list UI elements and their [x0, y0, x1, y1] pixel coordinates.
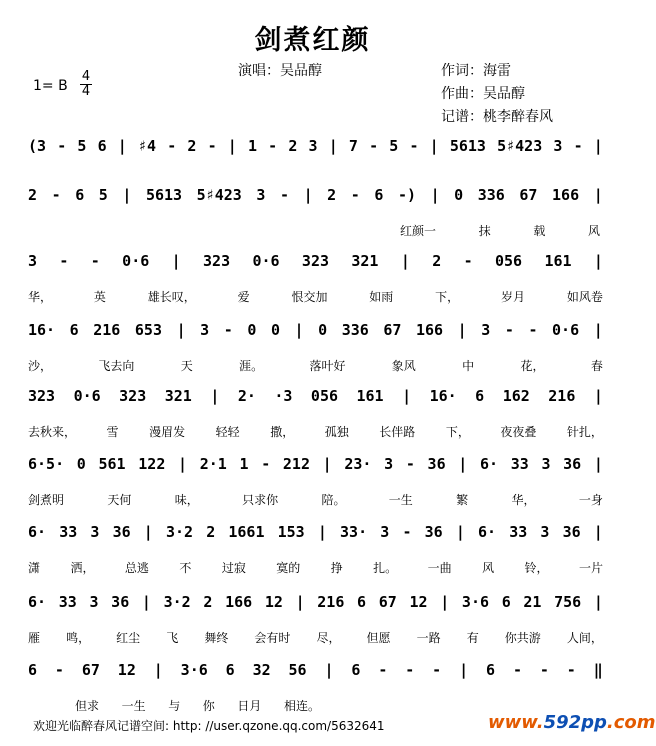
lyric-word: 载	[533, 223, 546, 238]
barline: |	[430, 186, 440, 204]
note: 16·	[429, 387, 457, 405]
lyric-word: 天何	[107, 492, 132, 507]
lyrics-line	[28, 490, 603, 508]
note: 6·	[479, 455, 499, 473]
lyric-word: 一生	[121, 698, 146, 713]
lyric-word: 恨交加	[291, 289, 328, 304]
barline: |	[593, 593, 603, 611]
lyrics-line	[28, 628, 603, 646]
note: -	[539, 661, 549, 679]
key-signature: 1= B	[33, 78, 68, 94]
barline: |	[593, 137, 603, 155]
note: 166	[225, 593, 253, 611]
lyric-word: 总逃	[124, 560, 149, 575]
note: 3	[308, 137, 318, 155]
note: 6	[225, 661, 235, 679]
note: 323	[119, 387, 147, 405]
lyric-word: 落叶好	[309, 358, 346, 373]
note: 6·	[28, 593, 47, 611]
note: 3	[90, 523, 100, 541]
note: 67	[378, 593, 397, 611]
note: 561	[98, 455, 126, 473]
lyric-word: 一生	[388, 492, 413, 507]
note: 6	[69, 321, 79, 339]
note: 0·6	[252, 252, 280, 270]
lyric-word: 红尘	[116, 630, 141, 645]
note: 5	[98, 186, 108, 204]
lyric-word: 剑煮明	[28, 492, 65, 507]
lyric-word: 轻轻	[215, 424, 240, 439]
lyric-word: 寞的	[276, 560, 301, 575]
notes-line	[28, 183, 603, 207]
barline: |	[303, 186, 313, 204]
note: 6	[97, 137, 107, 155]
lyric-word: 春	[590, 358, 603, 373]
note: 5	[389, 137, 399, 155]
notes-line	[28, 384, 603, 408]
note: 056	[495, 252, 523, 270]
lyrics-line	[28, 356, 603, 374]
note: 2·1	[199, 455, 227, 473]
footer-text: 欢迎光临醉春风记谱空间: http: //user.qzone.qq.com/5632641	[33, 719, 385, 733]
lyric-word: 铃，	[524, 560, 549, 575]
note: 3·2	[163, 593, 191, 611]
barline: |	[322, 455, 332, 473]
note: 0	[247, 321, 257, 339]
note: 36	[112, 523, 131, 541]
time-signature	[80, 70, 92, 99]
note: 0·6	[122, 252, 150, 270]
lyric-word: 雪	[106, 424, 119, 439]
note: 321	[351, 252, 379, 270]
lyric-word: 不	[179, 560, 192, 575]
note: 12	[409, 593, 428, 611]
note: 2	[432, 252, 442, 270]
lyric-word: 舞终	[204, 630, 229, 645]
note: 6·	[477, 523, 497, 541]
lyric-word: 花，	[520, 358, 545, 373]
lyric-word: 如雨	[369, 289, 394, 304]
notes-line	[28, 452, 603, 476]
note: 216	[93, 321, 121, 339]
barline: |	[593, 186, 603, 204]
note: -	[279, 186, 289, 204]
lyric-word: 针扎，	[566, 424, 603, 439]
lyric-word: 人间，	[566, 630, 603, 645]
lyric-word: 沙，	[28, 358, 53, 373]
note: -	[504, 321, 514, 339]
note: 6	[475, 387, 485, 405]
notes-line	[28, 590, 603, 614]
lyric-word: 红颜一	[400, 223, 437, 238]
lyric-word: 风	[587, 223, 600, 238]
barline: |	[400, 252, 410, 270]
note: 056	[310, 387, 339, 405]
barline: |	[176, 321, 186, 339]
lyric-word: 陪。	[321, 492, 346, 507]
lyric-word: 下，	[435, 289, 460, 304]
notes-line	[28, 134, 603, 158]
note: 323	[203, 252, 231, 270]
note: 321	[164, 387, 192, 405]
barline: |	[457, 321, 467, 339]
note: 33	[510, 455, 529, 473]
lyric-word: 但愿	[366, 630, 391, 645]
lyric-word: 飞去向	[98, 358, 135, 373]
lyric-word: 一曲	[427, 560, 452, 575]
note: 6	[351, 661, 361, 679]
barline: |	[593, 252, 603, 270]
note: 3	[89, 593, 99, 611]
barline: |	[593, 455, 603, 473]
note: 653	[134, 321, 162, 339]
note: -	[463, 252, 473, 270]
note: 162	[502, 387, 530, 405]
note: 1	[239, 455, 249, 473]
lyric-word: 但求	[75, 698, 100, 713]
lyric-word: 涯。	[239, 358, 264, 373]
note: -	[54, 661, 64, 679]
note: ·3	[274, 387, 293, 405]
barline: |	[141, 593, 151, 611]
lyric-word: 象风	[391, 358, 416, 373]
note: -	[167, 137, 177, 155]
lyric-word: 岁月	[501, 289, 526, 304]
lyric-word: 你共游	[504, 630, 541, 645]
note: 12	[264, 593, 283, 611]
note: 3	[200, 321, 210, 339]
note: 12	[117, 661, 136, 679]
lyric-word: 夜夜叠	[500, 424, 537, 439]
barline: |	[328, 137, 338, 155]
note: 2	[187, 137, 197, 155]
lyric-word: 去秋来，	[28, 424, 77, 439]
barline: |	[294, 321, 304, 339]
composer-credit: 作曲：吴品醇	[441, 86, 525, 102]
note: 5♯423	[196, 186, 242, 204]
lyric-word: 一片	[578, 560, 603, 575]
lyric-word: 华，	[28, 289, 53, 304]
lyric-word: 会有时	[254, 630, 291, 645]
lyric-word: 雁	[28, 630, 41, 645]
note: 6	[501, 593, 511, 611]
note: 36	[562, 523, 581, 541]
note: 2	[203, 593, 213, 611]
note: 33	[58, 593, 77, 611]
note: 16·	[28, 321, 56, 339]
barline: |	[593, 387, 603, 405]
barline: |	[178, 455, 188, 473]
note: 756	[554, 593, 582, 611]
lyric-word: 繁	[456, 492, 469, 507]
notes-line	[28, 520, 603, 544]
lyric-word: 一身	[578, 492, 603, 507]
lyric-word: 下，	[445, 424, 470, 439]
note: -	[268, 137, 278, 155]
note: 1661	[228, 523, 265, 541]
lyric-word: 一路	[416, 630, 441, 645]
note: -)	[397, 186, 416, 204]
barline: |	[458, 455, 468, 473]
lyric-word: 你	[202, 698, 215, 713]
note: 336	[477, 186, 505, 204]
lyricist-credit: 作词：海雷	[441, 63, 511, 79]
note: 5	[77, 137, 87, 155]
note: 36	[427, 455, 446, 473]
note: 0	[76, 455, 86, 473]
note: 6·	[28, 523, 47, 541]
barline: |	[324, 661, 334, 679]
note: 67	[519, 186, 538, 204]
notes-line	[28, 318, 603, 342]
barline: |	[455, 523, 465, 541]
note: 1	[247, 137, 257, 155]
site-logo: www.592pp.com	[488, 712, 656, 733]
notes-line	[28, 658, 603, 682]
lyric-word: 雄长叹，	[147, 289, 196, 304]
note: 3	[380, 523, 390, 541]
note: -	[378, 661, 388, 679]
note: 6	[357, 593, 367, 611]
barline: |	[402, 387, 412, 405]
note: 3·6	[180, 661, 208, 679]
note: 2	[28, 186, 38, 204]
note: 216	[317, 593, 345, 611]
note: 2	[327, 186, 337, 204]
lyric-word: 与	[168, 698, 181, 713]
barline: |	[459, 661, 469, 679]
note: 6·5·	[28, 455, 65, 473]
barline: |	[153, 661, 163, 679]
lyric-word: 洒，	[70, 560, 95, 575]
lyric-word: 挣	[330, 560, 343, 575]
lyric-word: 华，	[511, 492, 536, 507]
lyric-word: 撒，	[270, 424, 295, 439]
note: 32	[252, 661, 271, 679]
song-title: 剑煮红颜	[254, 25, 371, 56]
lyric-word: 相连。	[283, 698, 320, 713]
lyric-word: 中	[462, 358, 475, 373]
note: 122	[138, 455, 166, 473]
lyrics-line	[28, 287, 603, 305]
note: 21	[523, 593, 542, 611]
barline: |	[593, 321, 603, 339]
note: 0·6	[552, 321, 580, 339]
barline: |	[429, 137, 439, 155]
lyric-word: 只求你	[242, 492, 279, 507]
note: 323	[28, 387, 56, 405]
barline: |	[122, 186, 132, 204]
note: 0	[454, 186, 464, 204]
note: 153	[277, 523, 305, 541]
lyric-word: 日月	[237, 698, 262, 713]
lyrics-line	[28, 422, 603, 440]
lyric-word: 风	[482, 560, 495, 575]
note: 3	[540, 523, 550, 541]
note: -	[261, 455, 271, 473]
lyric-word: 过寂	[221, 560, 246, 575]
lyric-word: 孤独	[324, 424, 349, 439]
lyric-word: 潇	[28, 560, 41, 575]
note: 6	[486, 661, 496, 679]
note: 36	[111, 593, 130, 611]
note: 5613	[145, 186, 183, 204]
note: 336	[341, 321, 369, 339]
lyrics-line	[400, 221, 600, 239]
barline: |	[317, 523, 327, 541]
lyrics-line	[28, 558, 603, 576]
note: -	[223, 321, 233, 339]
note: 166	[416, 321, 444, 339]
note: 3	[28, 252, 38, 270]
note: 2	[206, 523, 216, 541]
note: 166	[552, 186, 580, 204]
note: 0·6	[73, 387, 101, 405]
note: -	[402, 523, 412, 541]
barline: |	[440, 593, 450, 611]
note: 33	[509, 523, 528, 541]
note: -	[409, 137, 419, 155]
note: -	[405, 661, 415, 679]
lyric-word: 如风卷	[566, 289, 603, 304]
note: 3·2	[165, 523, 194, 541]
barline: ‖	[593, 661, 603, 679]
note: -	[90, 252, 100, 270]
note: 0	[318, 321, 328, 339]
note: -	[528, 321, 538, 339]
note: 6	[28, 661, 38, 679]
lyrics-line	[75, 696, 320, 714]
note: 323	[301, 252, 330, 270]
lyric-word: 鸣，	[66, 630, 91, 645]
note: 33	[59, 523, 78, 541]
lyric-word: 抹	[478, 223, 491, 238]
lyric-word: 英	[93, 289, 106, 304]
note: -	[432, 661, 442, 679]
note: 56	[288, 661, 307, 679]
note: 6	[75, 186, 85, 204]
note: ♯4	[137, 137, 157, 155]
note: 3	[553, 137, 563, 155]
note: -	[59, 252, 69, 270]
note: 3·6	[461, 593, 490, 611]
note: 3	[481, 321, 491, 339]
barline: |	[210, 387, 220, 405]
lyric-word: 爱	[237, 289, 250, 304]
lyric-word: 有	[466, 630, 479, 645]
note: 216	[548, 387, 576, 405]
lyric-word: 长伴路	[379, 424, 416, 439]
note: (3	[28, 137, 47, 155]
note: -	[573, 137, 583, 155]
barline: |	[171, 252, 181, 270]
note: -	[369, 137, 379, 155]
note: 3	[384, 455, 394, 473]
note: 161	[356, 387, 384, 405]
time-sig-bottom: 4	[81, 84, 91, 99]
lyric-word: 味，	[174, 492, 199, 507]
note: -	[207, 137, 217, 155]
note: 212	[282, 455, 310, 473]
note: -	[350, 186, 360, 204]
lyric-word: 漫眉发	[149, 424, 186, 439]
barline: |	[117, 137, 127, 155]
singer-credit: 演唱：吴品醇	[238, 63, 322, 79]
lyric-word: 尽，	[316, 630, 341, 645]
lyric-word: 天	[180, 358, 193, 373]
notes-line	[28, 249, 603, 273]
barline: |	[227, 137, 237, 155]
note: 36	[563, 455, 582, 473]
note: 161	[544, 252, 572, 270]
note: 7	[348, 137, 358, 155]
note: -	[512, 661, 522, 679]
note: 0	[270, 321, 280, 339]
note: 5♯423	[497, 137, 543, 155]
note: -	[405, 455, 415, 473]
note: -	[51, 186, 61, 204]
note: 33·	[340, 523, 368, 541]
note: 2·	[237, 387, 256, 405]
note: -	[57, 137, 67, 155]
note: 3	[541, 455, 551, 473]
note: 2	[288, 137, 298, 155]
barline: |	[295, 593, 305, 611]
lyric-word: 扎。	[373, 560, 398, 575]
note: 67	[383, 321, 402, 339]
note: 36	[424, 523, 443, 541]
note: 6	[374, 186, 384, 204]
barline: |	[593, 523, 603, 541]
note: 5613	[449, 137, 486, 155]
time-sig-top: 4	[81, 69, 91, 84]
note: 67	[81, 661, 100, 679]
note: -	[566, 661, 576, 679]
note: 23·	[344, 455, 372, 473]
transcriber-credit: 记谱：桃李醉春风	[441, 109, 553, 125]
note: 3	[256, 186, 266, 204]
lyric-word: 飞	[166, 630, 179, 645]
barline: |	[143, 523, 153, 541]
